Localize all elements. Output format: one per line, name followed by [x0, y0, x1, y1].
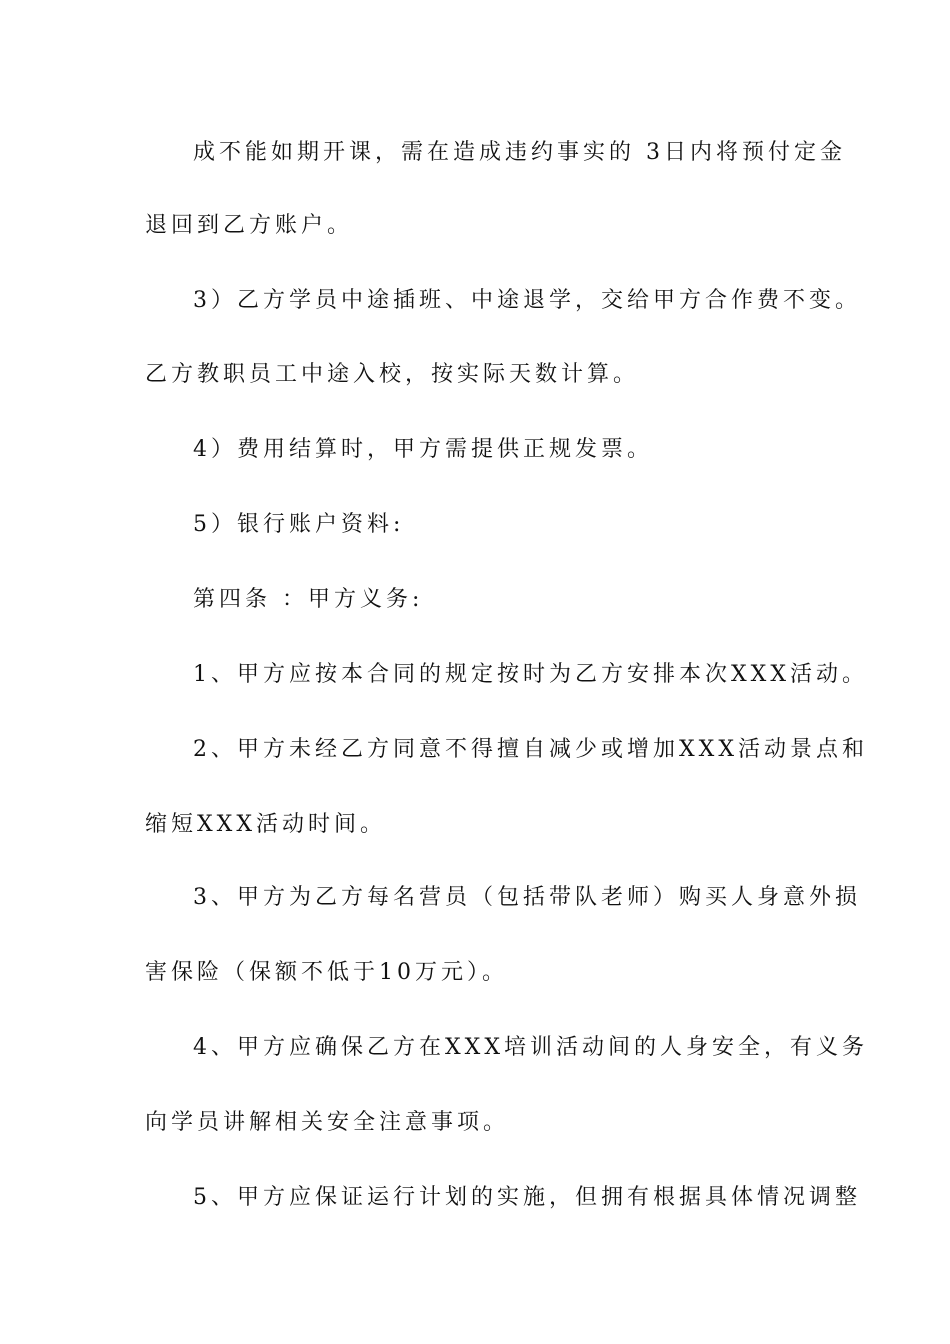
paragraph-line: 4）费用结算时，甲方需提供正规发票。	[193, 437, 653, 462]
paragraph-line: 成不能如期开课，需在造成违约事实的 3日内将预付定金	[193, 140, 846, 165]
paragraph-line: 3、甲方为乙方每名营员（包括带队老师）购买人身意外损	[193, 885, 861, 910]
section-heading: 第四条 ：甲方义务:	[193, 587, 424, 612]
paragraph-line: 缩短XXX活动时间。	[145, 812, 386, 837]
paragraph-line: 向学员讲解相关安全注意事项。	[145, 1110, 510, 1135]
paragraph-line: 退回到乙方账户。	[145, 213, 354, 238]
paragraph-line: 1、甲方应按本合同的规定按时为乙方安排本次XXX活动。	[193, 662, 868, 687]
paragraph-line: 3）乙方学员中途插班、中途退学，交给甲方合作费不变。	[193, 288, 861, 313]
paragraph-line: 5）银行账户资料:	[193, 512, 405, 537]
paragraph-line: 5、甲方应保证运行计划的实施，但拥有根据具体情况调整	[193, 1185, 861, 1210]
paragraph-line: 4、甲方应确保乙方在XXX培训活动间的人身安全，有义务	[193, 1035, 868, 1060]
paragraph-line: 乙方教职员工中途入校，按实际天数计算。	[145, 362, 640, 387]
paragraph-line: 害保险（保额不低于10万元）。	[145, 960, 508, 985]
paragraph-line: 2、甲方未经乙方同意不得擅自减少或增加XXX活动景点和	[193, 737, 868, 762]
